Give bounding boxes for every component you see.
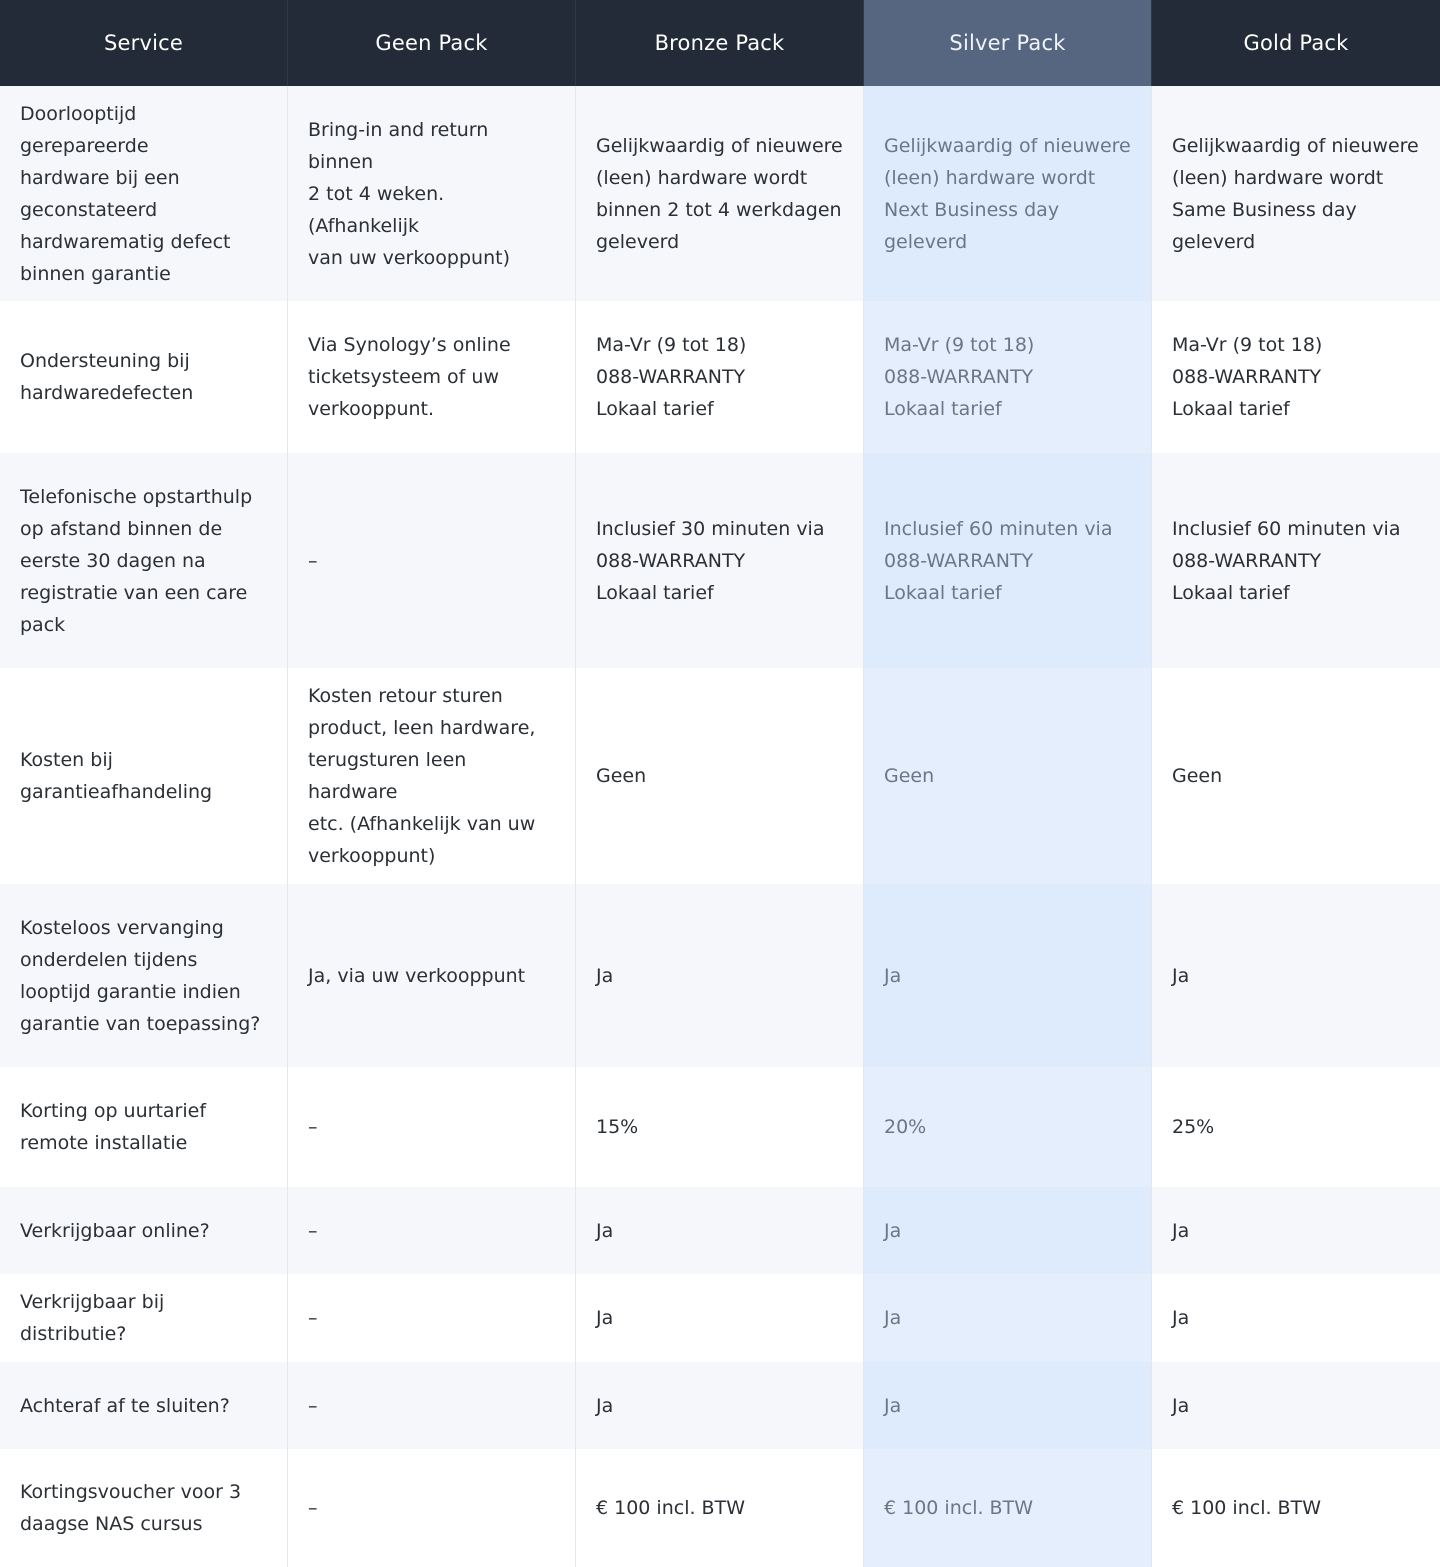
table-row [0, 884, 1440, 1067]
table-row [0, 1274, 1440, 1362]
table-header [0, 0, 1440, 86]
table-row [0, 1067, 1440, 1187]
header-bronze-pack: Bronze Pack [576, 0, 864, 86]
cell-bronze-pack: Ja [576, 1274, 864, 1362]
header-geen-pack: Geen Pack [288, 0, 576, 86]
cell-silver-pack: Gelijkwaardig of nieuwere (leen) hardware wordt Next Business day geleverd [864, 86, 1152, 301]
table-row [0, 86, 1440, 301]
cell-gold-pack: Gelijkwaardig of nieuwere (leen) hardware wordt Same Business day geleverd [1172, 134, 1419, 253]
header-gold-pack: Gold Pack [1243, 31, 1349, 55]
table-row [0, 1362, 1440, 1449]
cell-service: Kosteloos vervanging onderdelen tijdens looptijd garantie indien garantie van toepassing? [0, 884, 288, 1067]
cell-service: Doorlooptijd gerepareerde hardware bij een geconstateerd hardwarematig defect binnen garantie [0, 86, 288, 301]
cell-geen-pack: – [288, 1187, 576, 1274]
cell-geen-pack: Bring-in and return binnen 2 tot 4 weken. (Afhankelijk van uw verkooppunt) [288, 86, 576, 301]
cell-bronze-pack: Gelijkwaardig of nieuwere (leen) hardware wordt binnen 2 tot 4 werkdagen geleverd [576, 86, 864, 301]
cell-geen-pack: Kosten retour sturen product, leen hardware, terugsturen leen hardware etc. (Afhankelijk van uw verkooppunt) [288, 668, 576, 884]
cell-silver-pack: Ma-Vr (9 tot 18) 088-WARRANTY Lokaal tarief [864, 301, 1152, 453]
cell-service: Telefonische opstarthulp op afstand binnen de eerste 30 dagen na registratie van een care pack [0, 453, 288, 668]
cell-bronze-pack: € 100 incl. BTW [576, 1449, 864, 1567]
cell-silver-pack: Ja [864, 1187, 1152, 1274]
cell-service: Verkrijgbaar bij distributie? [0, 1274, 288, 1362]
cell-silver-pack: Ja [864, 884, 1152, 1067]
cell-gold-pack: € 100 incl. BTW [1172, 1497, 1321, 1519]
cell-geen-pack: – [288, 453, 576, 668]
cell-service: Verkrijgbaar online? [0, 1187, 288, 1274]
table-row [0, 1449, 1440, 1567]
cell-gold-pack: Inclusief 60 minuten via 088-WARRANTY Lokaal tarief [1172, 517, 1401, 604]
table-row [0, 453, 1440, 668]
cell-bronze-pack: Ja [576, 1187, 864, 1274]
cell-silver-pack: Ja [864, 1362, 1152, 1449]
cell-service: Kortingsvoucher voor 3 daagse NAS cursus [0, 1449, 288, 1567]
cell-gold-pack: Ja [1172, 1307, 1190, 1329]
cell-bronze-pack: Geen [576, 668, 864, 884]
cell-bronze-pack: Ma-Vr (9 tot 18) 088-WARRANTY Lokaal tarief [576, 301, 864, 453]
cell-service: Korting op uurtarief remote installatie [0, 1067, 288, 1187]
cell-service: Achteraf af te sluiten? [0, 1362, 288, 1449]
cell-silver-pack: Ja [864, 1274, 1152, 1362]
cell-geen-pack: Ja, via uw verkooppunt [288, 884, 576, 1067]
cell-gold-pack: Ja [1172, 1394, 1190, 1417]
table-row [0, 301, 1440, 453]
cell-geen-pack: – [288, 1362, 576, 1449]
cell-geen-pack: – [288, 1449, 576, 1567]
table-row [0, 668, 1440, 884]
table-row [0, 1187, 1440, 1274]
cell-gold-pack: Ma-Vr (9 tot 18) 088-WARRANTY Lokaal tarief [1172, 334, 1323, 420]
cell-gold-pack: Ja [1172, 1219, 1190, 1242]
cell-geen-pack: – [288, 1274, 576, 1362]
cell-service: Ondersteuning bij hardwaredefecten [0, 301, 288, 453]
cell-service: Kosten bij garantieafhandeling [0, 668, 288, 884]
cell-silver-pack: Geen [864, 668, 1152, 884]
cell-gold-pack: 25% [1172, 1116, 1215, 1138]
cell-bronze-pack: Inclusief 30 minuten via 088-WARRANTY Lokaal tarief [576, 453, 864, 668]
header-service: Service [0, 0, 288, 86]
cell-bronze-pack: 15% [576, 1067, 864, 1187]
cell-gold-pack: Ja [1172, 964, 1190, 987]
cell-gold-pack: Geen [1172, 765, 1223, 787]
cell-silver-pack: Inclusief 60 minuten via 088-WARRANTY Lokaal tarief [864, 453, 1152, 668]
cell-silver-pack: € 100 incl. BTW [864, 1449, 1152, 1567]
cell-geen-pack: – [288, 1067, 576, 1187]
cell-silver-pack: 20% [864, 1067, 1152, 1187]
cell-geen-pack: Via Synology’s online ticketsysteem of uw verkooppunt. [288, 301, 576, 453]
cell-bronze-pack: Ja [576, 1362, 864, 1449]
header-silver-pack: Silver Pack [864, 0, 1152, 86]
cell-bronze-pack: Ja [576, 884, 864, 1067]
